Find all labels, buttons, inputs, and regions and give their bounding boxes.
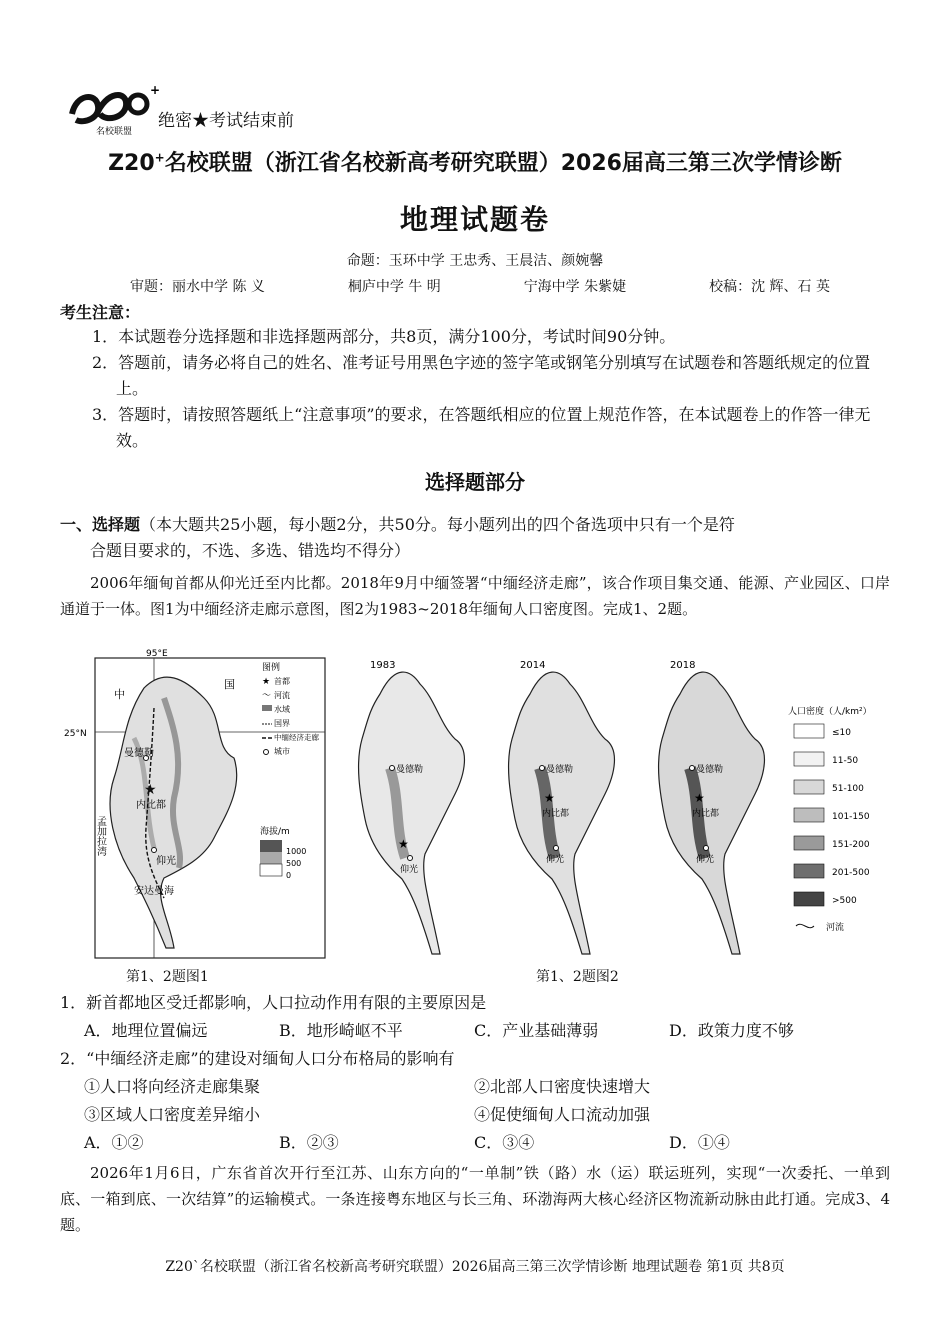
svg-text:中缅经济走廊: 中缅经济走廊 bbox=[274, 733, 319, 742]
svg-text:城市: 城市 bbox=[274, 747, 290, 756]
city-yangon: 仰光 bbox=[156, 856, 176, 867]
svg-text:2014: 2014 bbox=[520, 660, 546, 671]
svg-text:国界: 国界 bbox=[274, 719, 290, 728]
option-d: D．①④ bbox=[669, 1133, 730, 1152]
exam-header: Z20+名校联盟（浙江省名校新高考研究联盟）2026届高三第三次学情诊断 bbox=[108, 150, 842, 176]
legend-label: 201-500 bbox=[832, 868, 870, 878]
legend-swatch bbox=[794, 892, 824, 906]
sea-andaman: 安达曼海 bbox=[134, 886, 174, 897]
reviewers-line: 审题：丽水中学 陈 义 桐庐中学 牛 明 宁海中学 朱紫婕 校稿：沈 辉、石 英 bbox=[130, 279, 830, 295]
figure-2-population-density bbox=[340, 648, 900, 964]
option-d: D．政策力度不够 bbox=[669, 1021, 794, 1040]
legend-swatch bbox=[794, 752, 824, 766]
svg-text:★: ★ bbox=[398, 837, 409, 851]
notice-item: 3．答题时，请按照答题纸上“注意事项”的要求，在答题纸相应的位置上规范作答，在本试题卷上的作答一律无效。 bbox=[92, 405, 871, 450]
authors-line: 命题：玉环中学 王忠秀、王晨洁、颜婉馨 bbox=[346, 253, 604, 269]
svg-text:图例: 图例 bbox=[262, 663, 281, 673]
legend-label: 151-200 bbox=[832, 840, 870, 850]
league-logo bbox=[66, 83, 161, 137]
figure-1-corridor-map bbox=[64, 648, 326, 964]
option-a: A．①② bbox=[84, 1133, 144, 1152]
density-legend bbox=[794, 724, 870, 906]
intro-paragraph-1: 2006年缅甸首都从仰光迁至内比都。2018年9月中缅签署“中缅经济走廊”，该合作项目集交通、能源、产业园区、口岸通道于一体。图1为中缅经济走廊示意图，图2为1983~2018年缅甸人口密度图。完成1、2题。 bbox=[60, 574, 890, 618]
legend-label: 51-100 bbox=[832, 784, 864, 794]
question-2-items: ③区域人口密度差异缩小 ④促使缅甸人口流动加强 bbox=[84, 1105, 651, 1124]
legend-label: 101-150 bbox=[832, 812, 870, 822]
svg-text:水域: 水域 bbox=[274, 705, 290, 714]
svg-text:〜: 〜 bbox=[262, 691, 272, 701]
legend-label: ≤10 bbox=[832, 728, 851, 738]
svg-text:1983: 1983 bbox=[370, 660, 396, 671]
density-legend-title: 人口密度（人/km²） bbox=[788, 707, 872, 717]
svg-text:曼德勒: 曼德勒 bbox=[696, 765, 724, 775]
option-b: B．②③ bbox=[279, 1133, 339, 1152]
legend-swatch bbox=[794, 780, 824, 794]
notice-item: 2．答题前，请务必将自己的姓名、准考证号用黑色字迹的签字笔或钢笔分别填写在试题卷和答题纸规定的位置上。 bbox=[92, 353, 871, 398]
svg-text:★: ★ bbox=[144, 782, 157, 798]
svg-text:★: ★ bbox=[262, 677, 271, 687]
legend-swatch bbox=[794, 864, 824, 878]
logo-caption: 名校联盟 bbox=[96, 127, 133, 137]
secret-label: 绝密★考试结束前 bbox=[158, 111, 294, 131]
svg-text:1000: 1000 bbox=[286, 847, 307, 856]
question-2-options bbox=[84, 1130, 864, 1153]
svg-text:曼德勒: 曼德勒 bbox=[546, 765, 574, 775]
legend-swatch bbox=[794, 808, 824, 822]
map-2018 bbox=[659, 660, 765, 954]
svg-text:河流: 河流 bbox=[826, 923, 845, 933]
section-heading: 一、选择题（本大题共25小题，每小题2分，共50分。每小题列出的四个备选项中只有一个是符 合题目要求的，不选、多选、错选均不得分） bbox=[60, 515, 735, 560]
svg-text:2018: 2018 bbox=[670, 660, 696, 671]
lon-label: 95°E bbox=[146, 649, 168, 659]
page-footer: Z20`名校联盟（浙江省名校新高考研究联盟）2026届高三第三次学情诊断 地理试题卷 第1页 共8页 bbox=[165, 1259, 785, 1275]
legend-swatch bbox=[794, 836, 824, 850]
option-c: C．产业基础薄弱 bbox=[474, 1021, 599, 1040]
question-2-items: ①人口将向经济走廊集聚 ②北部人口密度快速增大 bbox=[84, 1077, 651, 1096]
svg-text:+: + bbox=[150, 83, 161, 97]
svg-text:仰光: 仰光 bbox=[546, 855, 565, 865]
svg-text:首都: 首都 bbox=[274, 677, 290, 686]
map-2014 bbox=[509, 660, 615, 954]
svg-text:仰光: 仰光 bbox=[696, 855, 715, 865]
city-naypyidaw: 内比都 bbox=[136, 800, 166, 811]
svg-text:500: 500 bbox=[286, 859, 302, 868]
option-b: B．地形崎岖不平 bbox=[279, 1021, 403, 1040]
map-1983 bbox=[359, 660, 465, 954]
svg-text:★: ★ bbox=[694, 791, 705, 805]
sea-bengal: 孟加拉湾 bbox=[94, 816, 106, 856]
city-mandalay: 曼德勒 bbox=[124, 748, 154, 759]
part-title: 选择题部分 bbox=[425, 470, 525, 494]
svg-text:0: 0 bbox=[286, 871, 292, 880]
option-c: C．③④ bbox=[474, 1133, 535, 1152]
svg-text:内比都: 内比都 bbox=[542, 809, 570, 819]
svg-text:★: ★ bbox=[544, 791, 555, 805]
svg-text:内比都: 内比都 bbox=[692, 809, 720, 819]
question-1-options bbox=[84, 1018, 864, 1041]
svg-text:河流: 河流 bbox=[274, 691, 290, 700]
legend-label: 11-50 bbox=[832, 756, 859, 766]
svg-text:海拔/m: 海拔/m bbox=[260, 827, 290, 837]
paper-title: 地理试题卷 bbox=[399, 203, 550, 236]
notice-heading: 考生注意： bbox=[60, 303, 141, 322]
svg-text:曼德勒: 曼德勒 bbox=[396, 765, 424, 775]
question-2-stem: 2．“中缅经济走廊”的建设对缅甸人口分布格局的影响有 bbox=[60, 1049, 455, 1068]
svg-text:国: 国 bbox=[224, 678, 235, 691]
option-a: A．地理位置偏远 bbox=[84, 1021, 208, 1040]
svg-text:中: 中 bbox=[114, 688, 125, 701]
lat-label: 25°N bbox=[64, 729, 87, 739]
legend-label: >500 bbox=[832, 896, 857, 906]
intro-paragraph-2: 2026年1月6日，广东省首次开行至江苏、山东方向的“一单制”铁（路）水（运）联运班列，实现“一次委托、一单到底、一箱到底、一次结算”的运输模式。一条连接粤东地区与长三角、环渤海两大核心经济区物流新动脉由此打通。完成3、4题。 bbox=[60, 1164, 890, 1234]
figure-2-caption: 第1、2题图2 bbox=[536, 969, 619, 985]
svg-text:仰光: 仰光 bbox=[400, 865, 419, 875]
legend-swatch bbox=[794, 724, 824, 738]
question-1-stem: 1．新首都地区受迁都影响，人口拉动作用有限的主要原因是 bbox=[60, 993, 487, 1012]
figure-1-caption: 第1、2题图1 bbox=[126, 969, 209, 985]
notice-item: 1．本试题卷分选择题和非选择题两部分，共8页，满分100分，考试时间90分钟。 bbox=[92, 327, 676, 346]
